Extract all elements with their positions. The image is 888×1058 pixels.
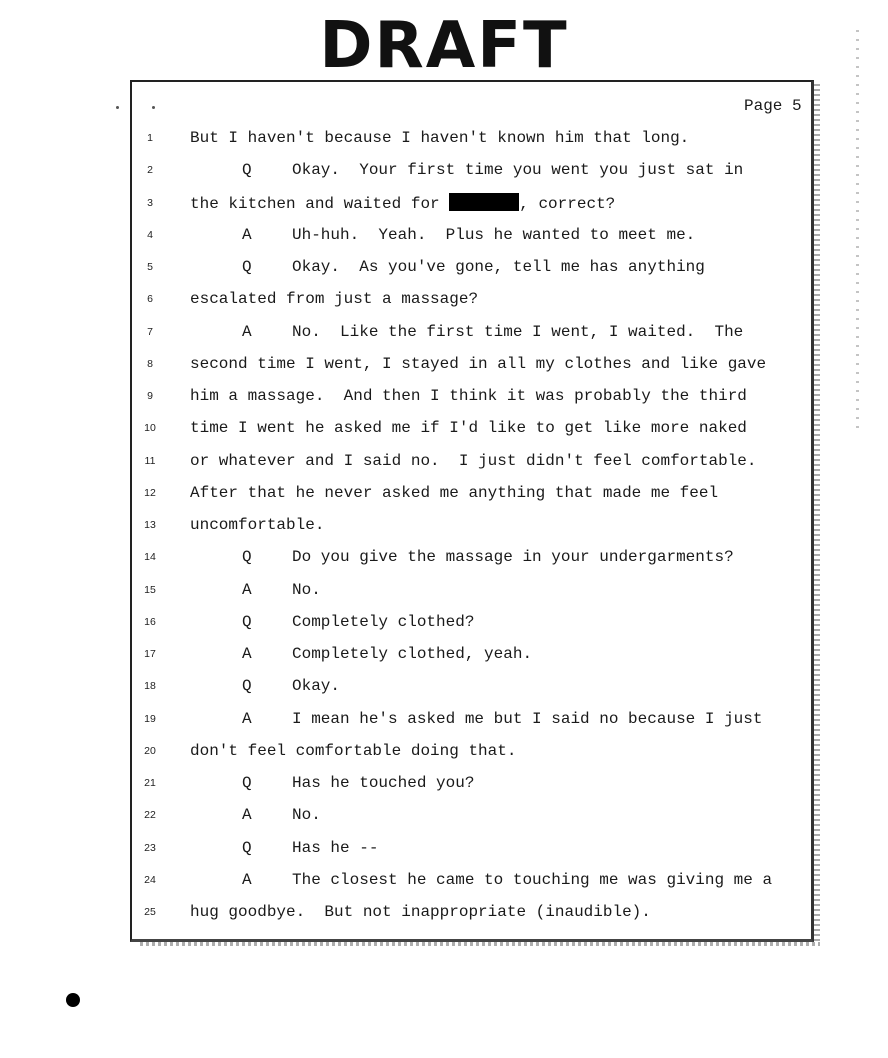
line-number: 11 [144,454,156,467]
speaker-label: A [242,709,252,728]
transcript-line-text: don't feel comfortable doing that. [190,741,517,760]
line-number: 6 [147,293,153,306]
line-number: 4 [147,228,153,241]
transcript-line-text: escalated from just a massage? [190,290,479,309]
line-number: 21 [144,777,156,789]
transcript-line-text: Has he -- [292,838,379,857]
bullet-dot [66,993,80,1007]
transcript-line-text: uncomfortable. [190,516,325,534]
speaker-label: A [242,580,252,599]
line-number: 8 [147,357,153,370]
speaker-label: A [242,322,252,341]
line-number: 1 [147,132,153,144]
line-number: 25 [144,906,156,918]
transcript-line-text: time I went he asked me if I'd like to get like more naked [190,419,747,438]
transcript-line-text: him a massage. And then I think it was probably the third [190,387,747,405]
line-number: 12 [144,486,156,499]
draft-stamp: DRAFT [319,9,569,83]
speaker-label: A [242,870,252,889]
line-number: 3 [147,196,153,209]
line-number: 9 [147,390,153,402]
speaker-label: A [242,225,252,244]
transcript-line-text: No. [292,806,321,825]
line-number: 5 [147,261,153,273]
scan-edge-bottom [140,942,820,946]
transcript-line-text: I mean he's asked me but I said no because I just [292,709,763,728]
speaker-label: A [242,806,252,825]
speaker-label: Q [242,258,252,276]
line-number: 15 [144,583,156,596]
line-number: 7 [147,325,153,338]
speaker-label: Q [242,677,252,696]
text-segment: , correct? [519,194,616,213]
speaker-label: Q [242,548,252,567]
transcript-line-text: Okay. As you've gone, tell me has anything [292,258,705,276]
page-number: Page 5 [744,97,802,115]
scan-speck [116,106,119,109]
transcript-line-text: Do you give the massage in your undergarments? [292,548,734,567]
speaker-label: A [242,645,252,663]
line-number: 10 [144,422,156,435]
transcript-line-text: Has he touched you? [292,774,475,792]
redaction-block [449,193,519,211]
transcript-line-text: Completely clothed? [292,612,475,631]
line-number: 23 [144,841,156,854]
line-number: 24 [144,873,156,886]
transcript-line-text: Completely clothed, yeah. [292,645,533,663]
line-number: 16 [144,615,156,628]
transcript-line-text: No. Like the first time I went, I waited. The [292,322,744,341]
line-number: 22 [144,809,156,822]
transcript-line-text: Uh-huh. Yeah. Plus he wanted to meet me. [292,225,696,244]
line-number: 17 [144,648,156,660]
speaker-label: Q [242,838,252,857]
line-number: 2 [147,164,153,177]
transcript-line-text: Okay. [292,677,341,696]
scan-margin-noise [856,30,859,430]
transcript-line-text [190,193,810,214]
speaker-label: Q [242,161,252,180]
speaker-label: Q [242,612,252,631]
speaker-label: Q [242,774,252,792]
line-number: 19 [144,712,156,725]
line-number: 13 [144,519,156,531]
transcript-line-text: The closest he came to touching me was giving me a [292,870,773,889]
transcript-line-text: second time I went, I stayed in all my clothes and like gave [190,354,767,373]
line-number: 20 [144,744,156,757]
transcript-line-text: Okay. Your first time you went you just sat in [292,161,744,180]
text-segment: the kitchen and waited for [190,194,450,213]
transcript-line-text: After that he never asked me anything that made me feel [190,483,719,502]
transcript-line-text: But I haven't because I haven't known him that long. [190,129,690,147]
line-number: 14 [144,551,156,564]
line-number: 18 [144,680,156,693]
scan-edge-right [814,84,820,944]
scan-speck [152,106,155,109]
transcript-line-text: No. [292,580,321,599]
transcript-line-text: hug goodbye. But not inappropriate (inaudible). [190,903,651,921]
transcript-line-text: or whatever and I said no. I just didn't feel comfortable. [190,451,757,470]
